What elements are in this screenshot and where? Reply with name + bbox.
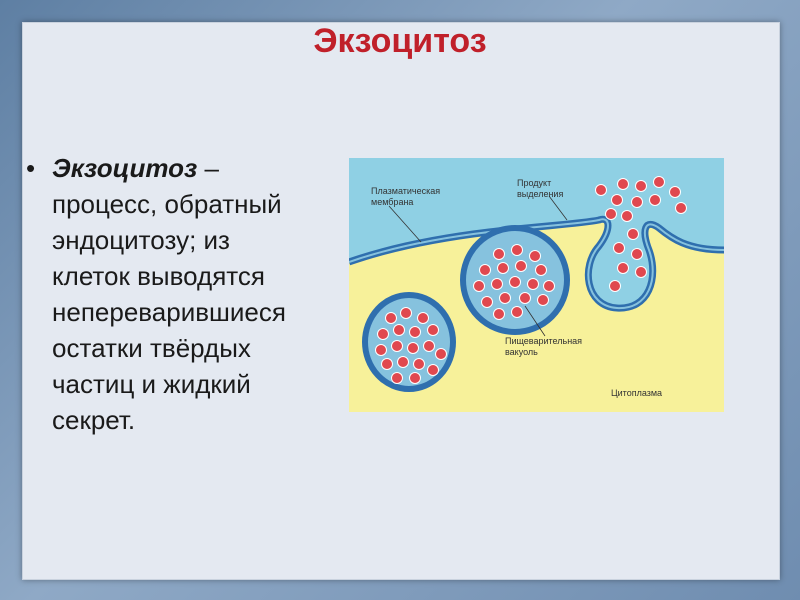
product-label-1: Продукт	[517, 178, 552, 188]
exocytosis-diagram	[349, 158, 724, 412]
bullet-text	[52, 150, 346, 438]
bullet-line-2: эндоцитозу; из	[52, 225, 230, 255]
vacuole-label-2: вакуоль	[505, 347, 538, 357]
bullet-line-7: секрет.	[52, 405, 136, 435]
vacuole-label-1: Пищеварительная	[505, 336, 583, 346]
membrane-label-2: мембрана	[371, 197, 414, 207]
bullet-term: Экзоцитоз	[52, 153, 198, 183]
bullet-dash: –	[197, 153, 219, 183]
bullet-line-3: клеток выводятся	[52, 261, 265, 291]
bullet-line-5: остатки твёрдых	[52, 333, 251, 363]
bullet-line-4: непереварившиеся	[52, 297, 286, 327]
bullet-line-6: частиц и жидкий	[52, 369, 251, 399]
bullet-line-1: процесс, обратный	[52, 189, 282, 219]
slide-title: Экзоцитоз	[313, 22, 487, 60]
cytoplasm-label: Цитоплазма	[611, 388, 663, 398]
bullet-block	[26, 150, 346, 438]
membrane-label-1: Плазматическая	[371, 186, 441, 196]
bullet-dot: •	[26, 153, 36, 183]
product-label-2: выделения	[517, 189, 564, 199]
